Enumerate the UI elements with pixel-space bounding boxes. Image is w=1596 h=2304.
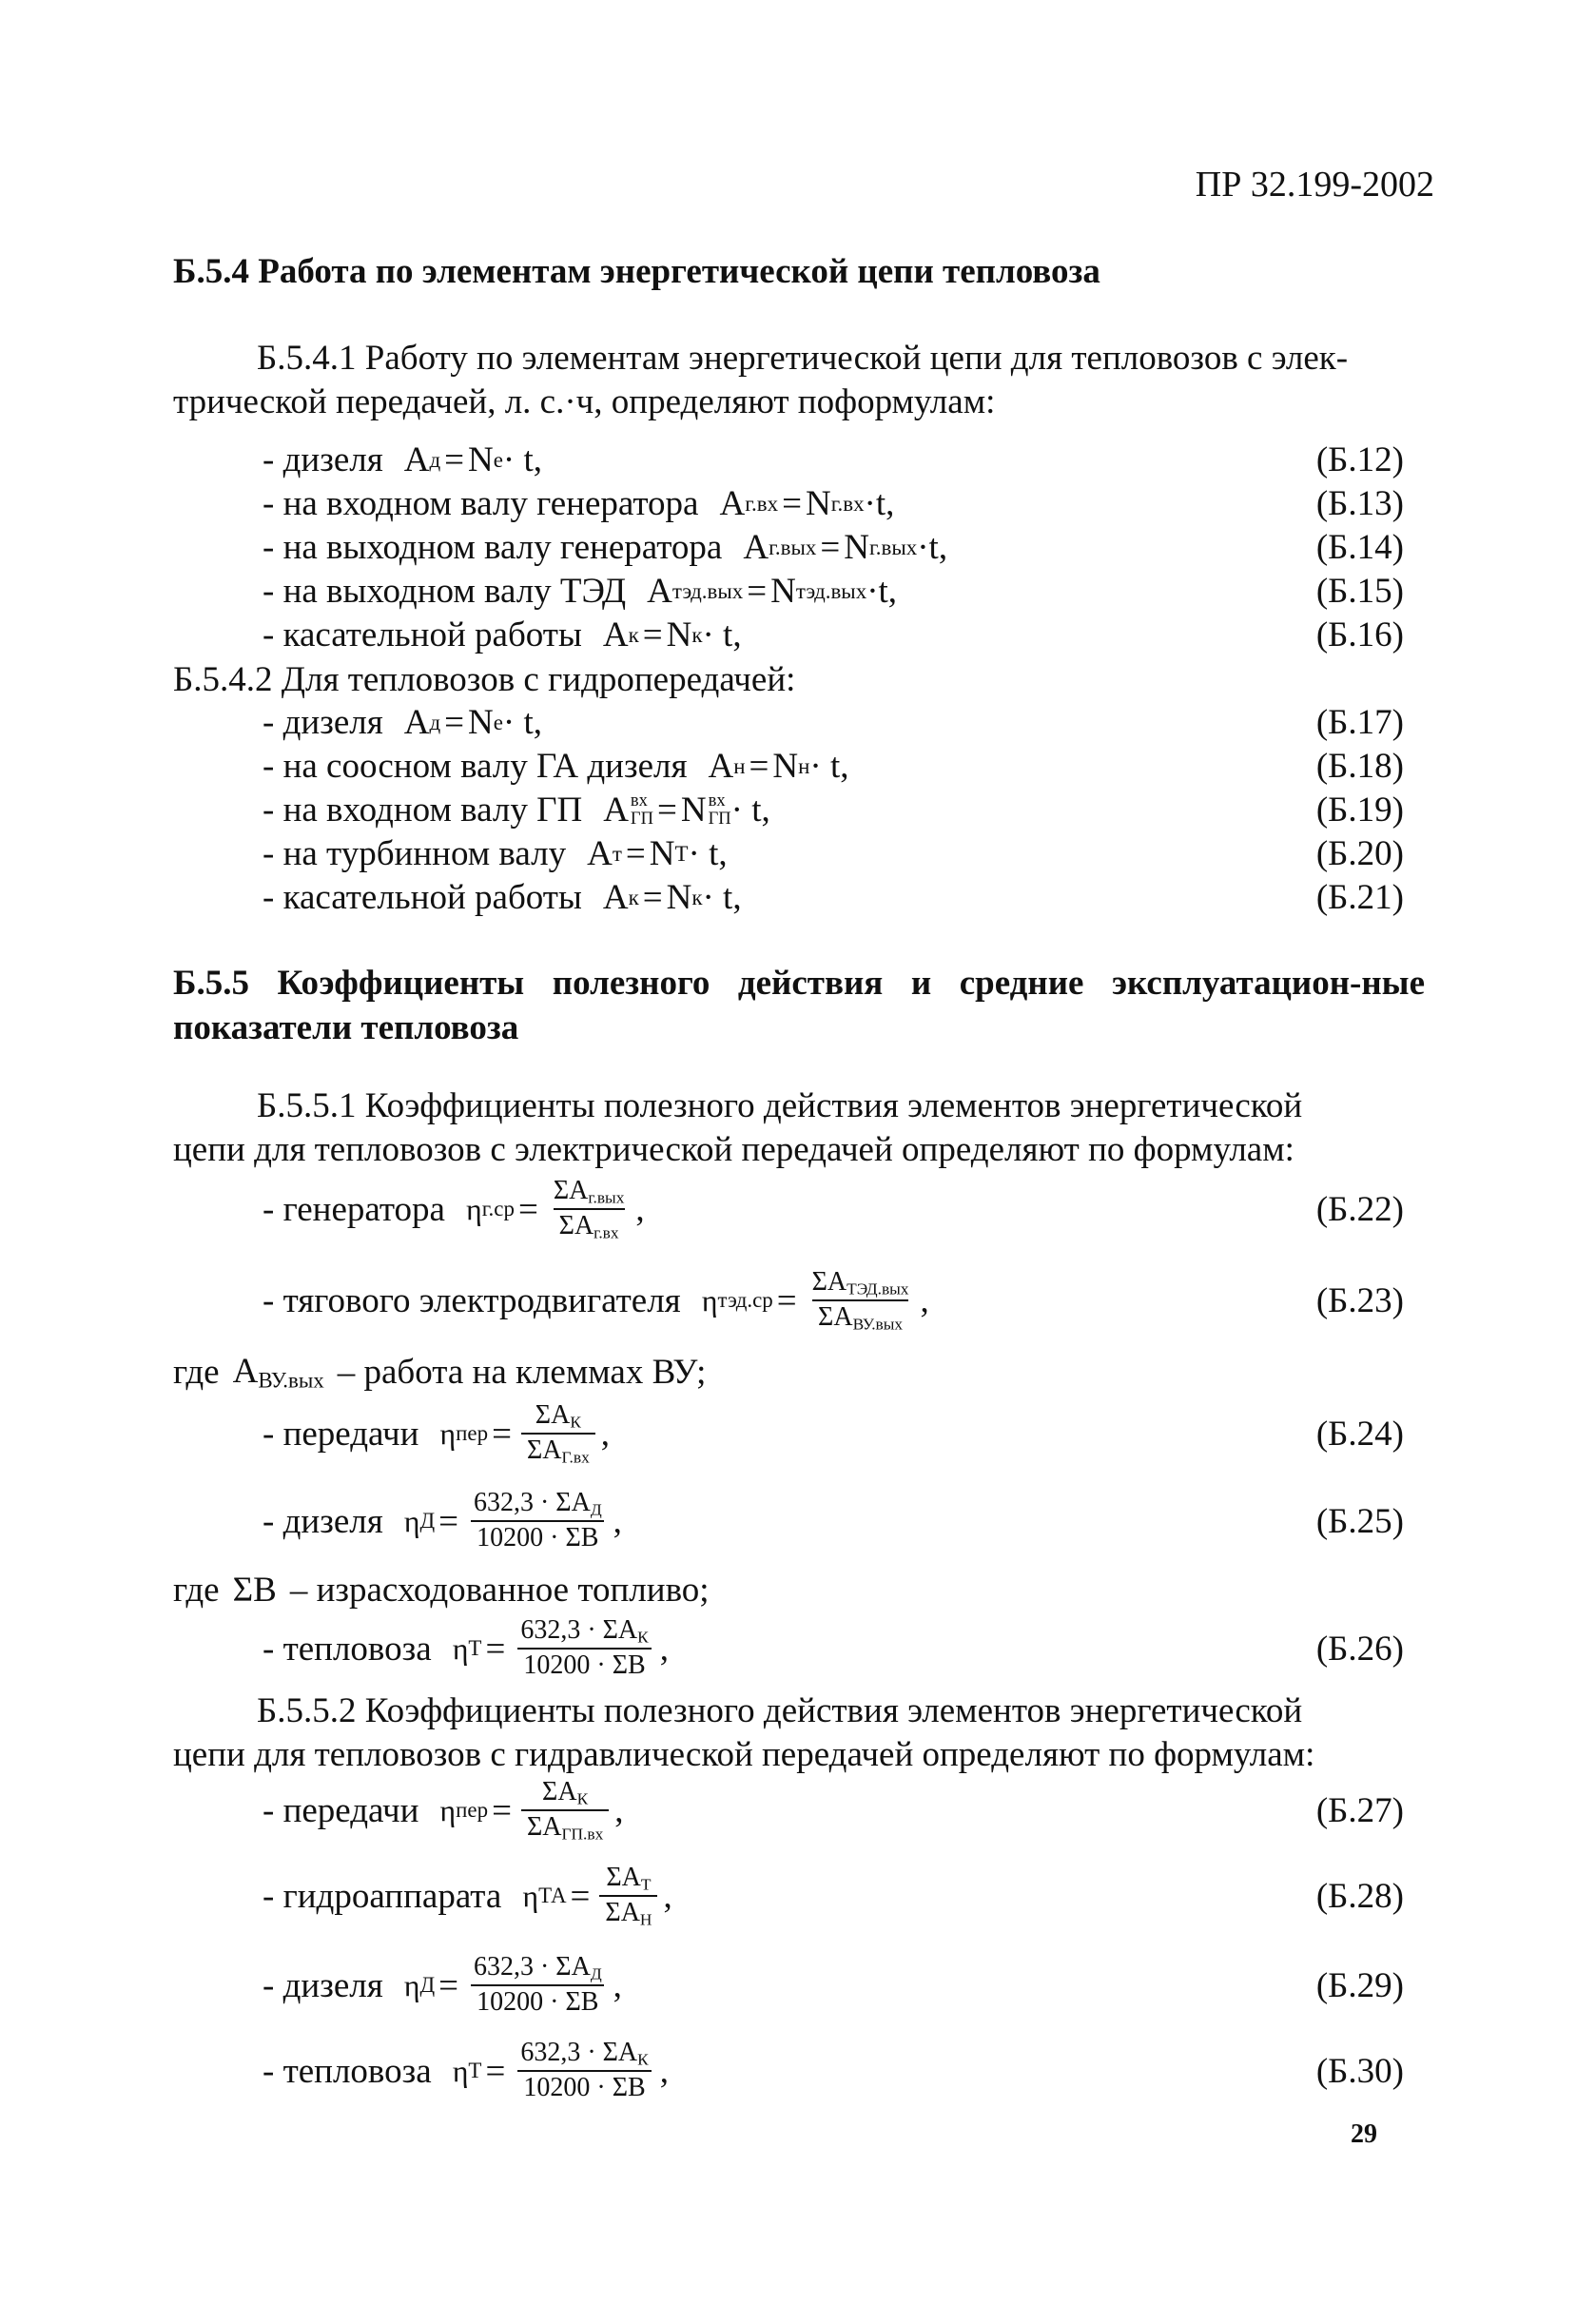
formula: η пер = $\frac{\Sigma A_К}{\Sigma A_{ГП.вх}}$ ,: [439, 1776, 624, 1844]
formula: A д = N e · t,: [403, 440, 543, 479]
equation-number: (Б.22): [1315, 1189, 1404, 1229]
fraction: $\frac{632,3 \cdot \Sigma A_Д}{10200 \cdot \Sigma B}$: [468, 1953, 608, 2018]
equation-number: (Б.15): [1315, 572, 1404, 611]
paragraph-b5552: [173, 1689, 1425, 1777]
paragraph-b541: [173, 337, 1425, 424]
equation-number: (Б.16): [1315, 615, 1404, 654]
formula-label: - тягового электродвигателя: [263, 1280, 681, 1320]
equation-number: (Б.29): [1315, 1965, 1404, 2005]
equation-row-b29: [263, 1950, 1404, 2021]
formula-label: - на турбинном валу: [263, 834, 567, 873]
formula: η г.ср = $\frac{\Sigma A_{г.вых}}{\Sigma A_{г.вх}}$ ,: [465, 1175, 645, 1242]
equation-number: (Б.19): [1315, 791, 1404, 830]
formula-label: - на выходном валу генератора: [263, 528, 723, 567]
formula-label: - тепловоза: [263, 2051, 432, 2091]
paragraph-line: Б.5.4.2 Для тепловозов с гидропередачей:: [173, 660, 796, 699]
formula-row-b14: [263, 527, 1404, 568]
fraction: $\frac{\Sigma A_К}{\Sigma A_{ГП.вх}}$: [521, 1778, 609, 1844]
formula-label: - на соосном валу ГА дизеля: [263, 747, 688, 786]
equation-number: (Б.21): [1315, 878, 1404, 917]
equation-number: (Б.12): [1315, 440, 1404, 479]
formula-row-b16: [263, 615, 1404, 655]
formula-label: - дизеля: [263, 1501, 383, 1541]
formula-label: - на выходном валу ТЭД: [263, 572, 627, 611]
formula: A к = N к · t,: [602, 878, 742, 917]
formula: η Т = $\frac{632,3 \cdot \Sigma A_К}{10200 \cdot \Sigma B}$ ,: [452, 1614, 669, 1681]
equation-row-b24: [263, 1398, 1404, 1469]
section-heading-b55: Б.5.5 Коэффициенты полезного действия и средние эксплуатацион-ные показатели тепловоза: [173, 964, 1425, 1048]
equation-number: (Б.18): [1315, 747, 1404, 786]
equation-row-b25: [263, 1486, 1404, 1556]
formula: η пер = $\frac{\Sigma A_К}{\Sigma A_{Г.вх}}$ ,: [439, 1399, 611, 1467]
formula-label: - дизеля: [263, 1965, 383, 2005]
fraction: $\frac{632,3 \cdot \Sigma A_К}{10200 \cdot \Sigma B}$: [515, 2039, 653, 2103]
paragraph-line: Б.5.4.1 Работу по элементам энергетической цепи для тепловозов с элек-: [257, 339, 1349, 378]
paragraph-line: Б.5.5.2 Коэффициенты полезного действия элементов энергетической: [257, 1691, 1303, 1730]
formula-label: - дизеля: [263, 440, 383, 479]
formula-label: - на входном валу генератора: [263, 484, 699, 523]
paragraph-b5551: [173, 1084, 1425, 1172]
formula-label: - касательной работы: [263, 878, 582, 917]
fraction: $\frac{\Sigma A_{ТЭД.вых}}{\Sigma A_{ВУ.вых}}$: [811, 1266, 909, 1334]
formula-row-b15: [263, 571, 1404, 612]
paragraph-line: трической передачей, л. с.·ч, определяют поформулам:: [173, 382, 996, 421]
paragraph-line: цепи для тепловозов с электрической передачей определяют по формулам:: [173, 1130, 1294, 1169]
where-note-fuel: где ΣB – израсходованное топливо;: [173, 1571, 710, 1610]
equation-number: (Б.14): [1315, 528, 1404, 567]
formula: η Д = $\frac{632,3 \cdot \Sigma A_Д}{10200 \cdot \Sigma B}$ ,: [403, 1951, 622, 2018]
equation-number: (Б.27): [1315, 1790, 1404, 1830]
equation-number: (Б.23): [1315, 1280, 1404, 1320]
paragraph-b542: [173, 658, 1425, 702]
equation-number: (Б.26): [1315, 1629, 1404, 1669]
formula-label: - передачи: [263, 1414, 419, 1454]
equation-number: (Б.17): [1315, 703, 1404, 742]
formula: A г.вых = N г.вых ·t,: [743, 528, 948, 567]
fraction: $\frac{632,3 \cdot \Sigma A_Д}{10200 \cdot \Sigma B}$: [468, 1489, 608, 1553]
fraction: $\frac{\Sigma A_{г.вых}}{\Sigma A_{г.вх}}$: [553, 1175, 625, 1242]
fraction: $\frac{\Sigma A_К}{\Sigma A_{Г.вх}}$: [521, 1401, 595, 1467]
equation-row-b22: [263, 1174, 1404, 1244]
formula: A вх ГП = N вх ГП · t,: [603, 791, 770, 830]
formula: A т = N T · t,: [587, 834, 728, 873]
formula: η Д = $\frac{632,3 \cdot \Sigma A_Д}{10200 \cdot \Sigma B}$ ,: [403, 1487, 622, 1553]
formula-label: - генератора: [263, 1189, 445, 1229]
formula-row-b19: [263, 790, 1404, 830]
equation-row-b28: [263, 1861, 1404, 1931]
formula: η ТА = $\frac{\Sigma A_Т}{\Sigma A_Н}$ ,: [522, 1862, 672, 1929]
formula-label: - гидроаппарата: [263, 1876, 502, 1916]
formula-row-b20: [263, 833, 1404, 874]
formula-row-b18: [263, 746, 1404, 787]
formula: A г.вх = N г.вх ·t,: [719, 484, 895, 523]
formula-row-b21: [263, 877, 1404, 918]
formula-row-b13: [263, 483, 1404, 524]
where-note-vu: где $A_{ВУ.вых}$ – работа на клеммах ВУ;: [173, 1352, 707, 1393]
page-number: 29: [1351, 2119, 1377, 2149]
paragraph-line: Б.5.5.1 Коэффициенты полезного действия элементов энергетической: [257, 1086, 1303, 1125]
formula: η тэд.ср = $\frac{\Sigma A_{ТЭД.вых}}{\Sigma A_{ВУ.вых}}$ ,: [701, 1266, 929, 1334]
formula-row-b17: [263, 702, 1404, 743]
document-code: ПР 32.199-2002: [1195, 165, 1434, 205]
formula-row-b12: [263, 439, 1404, 480]
formula: A тэд.вых = N тэд.вых ·t,: [647, 572, 898, 611]
equation-row-b30: [263, 2036, 1404, 2106]
formula: A д = N e · t,: [403, 703, 543, 742]
formula-label: - передачи: [263, 1790, 419, 1830]
formula-label: - на входном валу ГП: [263, 791, 583, 830]
equation-number: (Б.25): [1315, 1501, 1404, 1541]
equation-number: (Б.24): [1315, 1414, 1404, 1454]
formula-label: - тепловоза: [263, 1629, 432, 1669]
formula: A н = N н · t,: [708, 747, 849, 786]
paragraph-line: цепи для тепловозов с гидравлической передачей определяют по формулам:: [173, 1735, 1315, 1774]
fraction: $\frac{\Sigma A_Т}{\Sigma A_Н}$: [599, 1864, 657, 1929]
equation-number: (Б.20): [1315, 834, 1404, 873]
formula: A к = N к · t,: [602, 615, 742, 654]
equation-row-b27: [263, 1775, 1404, 1845]
fraction: $\frac{632,3 \cdot \Sigma A_К}{10200 \cdot \Sigma B}$: [515, 1616, 653, 1681]
equation-number: (Б.13): [1315, 484, 1404, 523]
equation-row-b26: [263, 1613, 1404, 1684]
section-heading-b54: Б.5.4 Работа по элементам энергетической цепи тепловоза: [173, 252, 1100, 291]
equation-row-b23: [263, 1265, 1404, 1336]
formula-label: - дизеля: [263, 703, 383, 742]
formula-label: - касательной работы: [263, 615, 582, 654]
equation-number: (Б.30): [1315, 2051, 1404, 2091]
equation-number: (Б.28): [1315, 1876, 1404, 1916]
formula: η Т = $\frac{632,3 \cdot \Sigma A_К}{10200 \cdot \Sigma B}$ ,: [452, 2037, 669, 2103]
